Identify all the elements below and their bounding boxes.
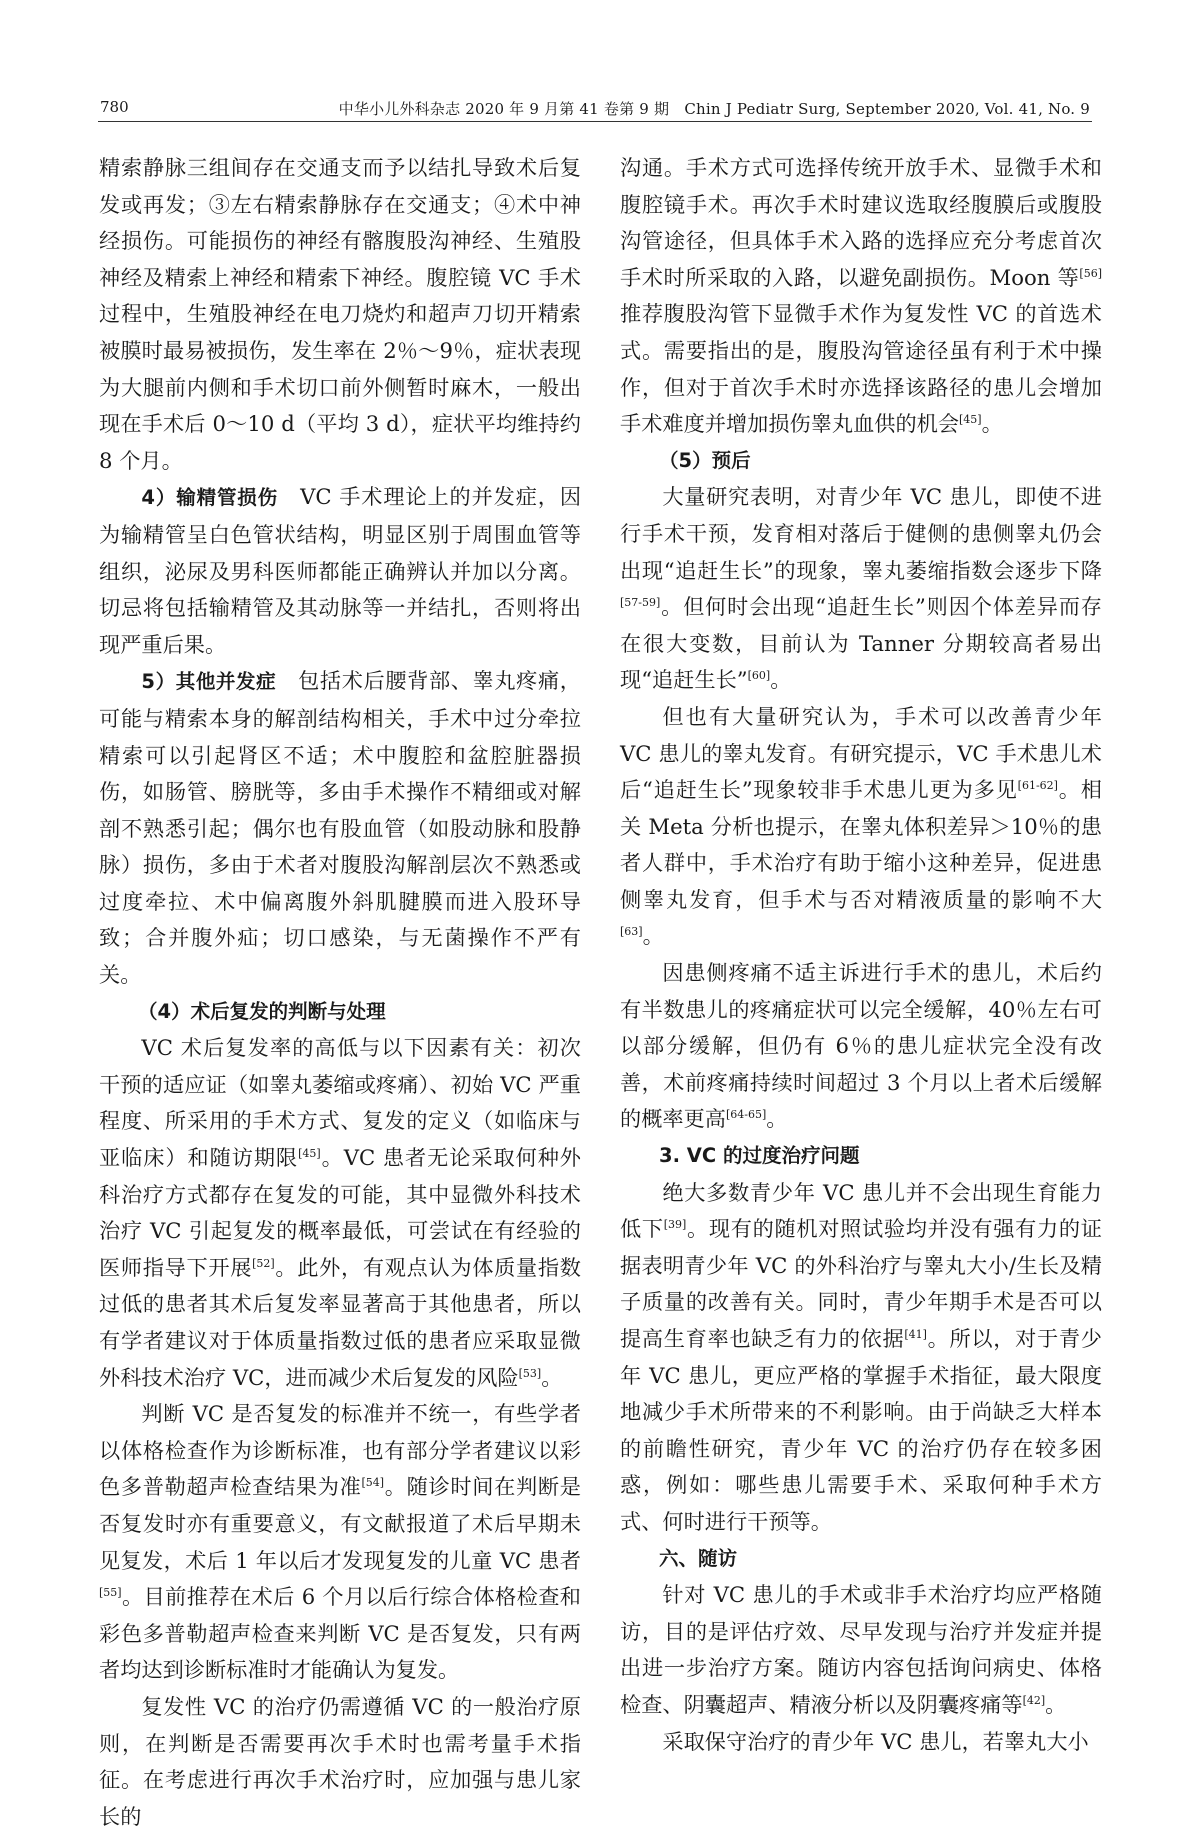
- paragraph: 沟通。手术方式可选择传统开放手术、显微手术和腹腔镜手术。再次手术时建议选取经腹膜后或腹股沟管途径，但具体手术入路的选择应充分考虑首次手术时所采取的入路，以避免副损伤。Moon 等[56]推荐腹股沟管下显微手术作为复发性 VC 的首选术式。需要指出的是，腹股沟管途径虽有利于术中操作，但对于首次手术时亦选择该路径的患儿会增加手术难度并增加损伤睾丸血供的机会[45]。: [620, 155, 1102, 437]
- paragraph: 5）其他并发症 包括术后腰背部、睾丸疼痛，可能与精索本身的解剖结构相关，手术中过分牵拉精索可以引起肾区不适；术中腹腔和盆腔脏器损伤，如肠管、膀胱等，多由手术操作不精细或对解剖不熟悉引起；偶尔也有股血管（如股动脉和股静脉）损伤，多由于术者对腹股沟解剖层次不熟悉或过度牵拉、术中偏离腹外斜肌腱膜而进入股环导致；合并腹外疝；切口感染，与无菌操作不严有关。: [99, 668, 581, 988]
- journal-citation: 中华小儿外科杂志 2020 年 9 月第 41 卷第 9 期 Chin J Pediatr Surg, September 2020, Vol. 41, No. 9: [338, 100, 1090, 118]
- citation: [52]: [252, 1256, 275, 1270]
- citation: [60]: [747, 669, 771, 683]
- paragraph: 精索静脉三组间存在交通支而予以结扎导致术后复发或再发；③左右精索静脉存在交通支；④术中神经损伤。可能损伤的神经有髂腹股沟神经、生殖股神经及精索上神经和精索下神经。腹腔镜 VC 手术过程中，生殖股神经在电刀烧灼和超声刀切开精索被膜时最易被损伤，发生率在 2％～9％，症状表现为大腿前内侧和手术切口前外侧暂时麻木，一般出现在手术后 0～10 d（平均 3 d），症状平均维持约 8 个月。: [99, 155, 581, 473]
- subheading: 4）输精管损伤: [141, 486, 279, 510]
- section-heading: （4）术后复发的判断与处理: [138, 999, 386, 1023]
- citation: [64-65]: [725, 1108, 767, 1122]
- paragraph: VC 术后复发率的高低与以下因素有关：初次干预的适应证（如睾丸萎缩或疼痛）、初始 VC 严重程度、所采用的手术方式、复发的定义（如临床与亚临床）和随访期限[45]。VC 患者无论采取何种外科治疗方式都存在复发的可能，其中显微外科技术治疗 VC 引起复发的概率最低，可尝试在有经验的医师指导下开展[52]。此外，有观点认为体质量指数过低的患者其术后复发率显著高于其他患者，所以有学者建议对于体质量指数过低的患者应采取显微外科技术治疗 VC，进而减少术后复发的风险[53]。: [99, 1035, 581, 1390]
- paragraph: 采取保守治疗的青少年 VC 患儿，若睾丸大小: [662, 1728, 1089, 1754]
- citation: [63]: [620, 925, 643, 939]
- paragraph: 针对 VC 患儿的手术或非手术治疗均应严格随访，目的是评估疗效、尽早发现与治疗并发症并提出进一步治疗方案。随访内容包括询问病史、体格检查、阴囊超声、精液分析以及阴囊疼痛等[42]。: [620, 1582, 1102, 1717]
- paragraph: 但也有大量研究认为，手术可以改善青少年 VC 患儿的睾丸发育。有研究提示，VC 手术患儿术后“追赶生长”现象较非手术患儿更为多见[61-62]。相关 Meta 分析也提示，在睾丸体积差异＞10％的患者人群中，手术治疗有助于缩小这种差异，促进患侧睾丸发育，但手术与否对精液质量的影响不大[63]。: [620, 703, 1102, 949]
- citation: [53]: [518, 1366, 542, 1380]
- citation: [41]: [904, 1328, 927, 1341]
- paragraph: 判断 VC 是否复发的标准并不统一，有些学者以体格检查作为诊断标准，也有部分学者建议以彩色多普勒超声检查结果为准[54]。随诊时间在判断是否复发时亦有重要意义，有文献报道了术后早期未见复发，术后 1 年以后才发现复发的儿童 VC 患者[55]。目前推荐在术后 6 个月以后行综合体格检查和彩色多普勒超声检查来判断 VC 是否复发，只有两者均达到诊断标准时才能确认为复发。: [99, 1401, 581, 1683]
- section-heading: 六、随访: [659, 1546, 738, 1570]
- citation: [45]: [959, 413, 982, 427]
- section-heading: （5）预后: [659, 448, 751, 472]
- paragraph: 4）输精管损伤 VC 手术理论上的并发症，因为输精管呈白色管状结构，明显区别于周围血管等组织，泌尿及男科医师都能正确辨认并加以分离。切忌将包括输精管及其动脉等一并结扎，否则将出现严重后果。: [99, 484, 582, 657]
- paragraph: 复发性 VC 的治疗仍需遵循 VC 的一般治疗原则，在判断是否需要再次手术时也需考量手术指征。在考虑进行再次手术治疗时，应加强与患儿家长的: [99, 1693, 581, 1829]
- paragraph: 大量研究表明，对青少年 VC 患儿，即使不进行手术干预，发育相对落后于健侧的患侧睾丸仍会出现“追赶生长”的现象，睾丸萎缩指数会逐步下降[57-59]。但何时会出现“追赶生长”则因个体差异而存在很大变数，目前认为 Tanner 分期较高者易出现“追赶生长”[60]。: [620, 484, 1102, 693]
- page-number: 780: [100, 98, 129, 116]
- citation: [45]: [298, 1147, 321, 1161]
- citation: [54]: [361, 1476, 385, 1490]
- citation: [55]: [99, 1586, 122, 1600]
- paragraph: 绝大多数青少年 VC 患儿并不会出现生育能力低下[39]。现有的随机对照试验均并没有强有力的证据表明青少年 VC 的外科治疗与睾丸大小/生长及精子质量的改善有关。同时，青少年期手术是否可以提高生育率也缺乏有力的依据[41]。所以，对于青少年 VC 患儿，更应严格的掌握手术指征，最大限度地减少手术所带来的不利影响。由于尚缺乏大样本的前瞻性研究，青少年 VC 的治疗仍存在较多困惑，例如：哪些患儿需要手术、采取何种手术方式、何时进行干预等。: [620, 1179, 1102, 1534]
- citation: [61-62]: [1017, 779, 1058, 793]
- header-rule: [98, 121, 1092, 122]
- citation: [39]: [663, 1218, 687, 1232]
- citation: [42]: [1022, 1693, 1046, 1707]
- citation: [57-59]: [620, 596, 661, 610]
- section-heading: 3. VC 的过度治疗问题: [659, 1144, 860, 1168]
- running-header: [100, 92, 1090, 120]
- subheading: 5）其他并发症: [141, 670, 277, 694]
- citation: [56]: [1079, 266, 1102, 280]
- paragraph: 因患侧疼痛不适主诉进行手术的患儿，术后约有半数患儿的疼痛症状可以完全缓解，40％左右可以部分缓解，但仍有 6％的患儿症状完全没有改善，术前疼痛持续时间超过 3 个月以上者术后缓解的概率更高[64-65]。: [620, 960, 1102, 1132]
- left-column: [99, 150, 581, 1835]
- right-column: [620, 150, 1102, 1760]
